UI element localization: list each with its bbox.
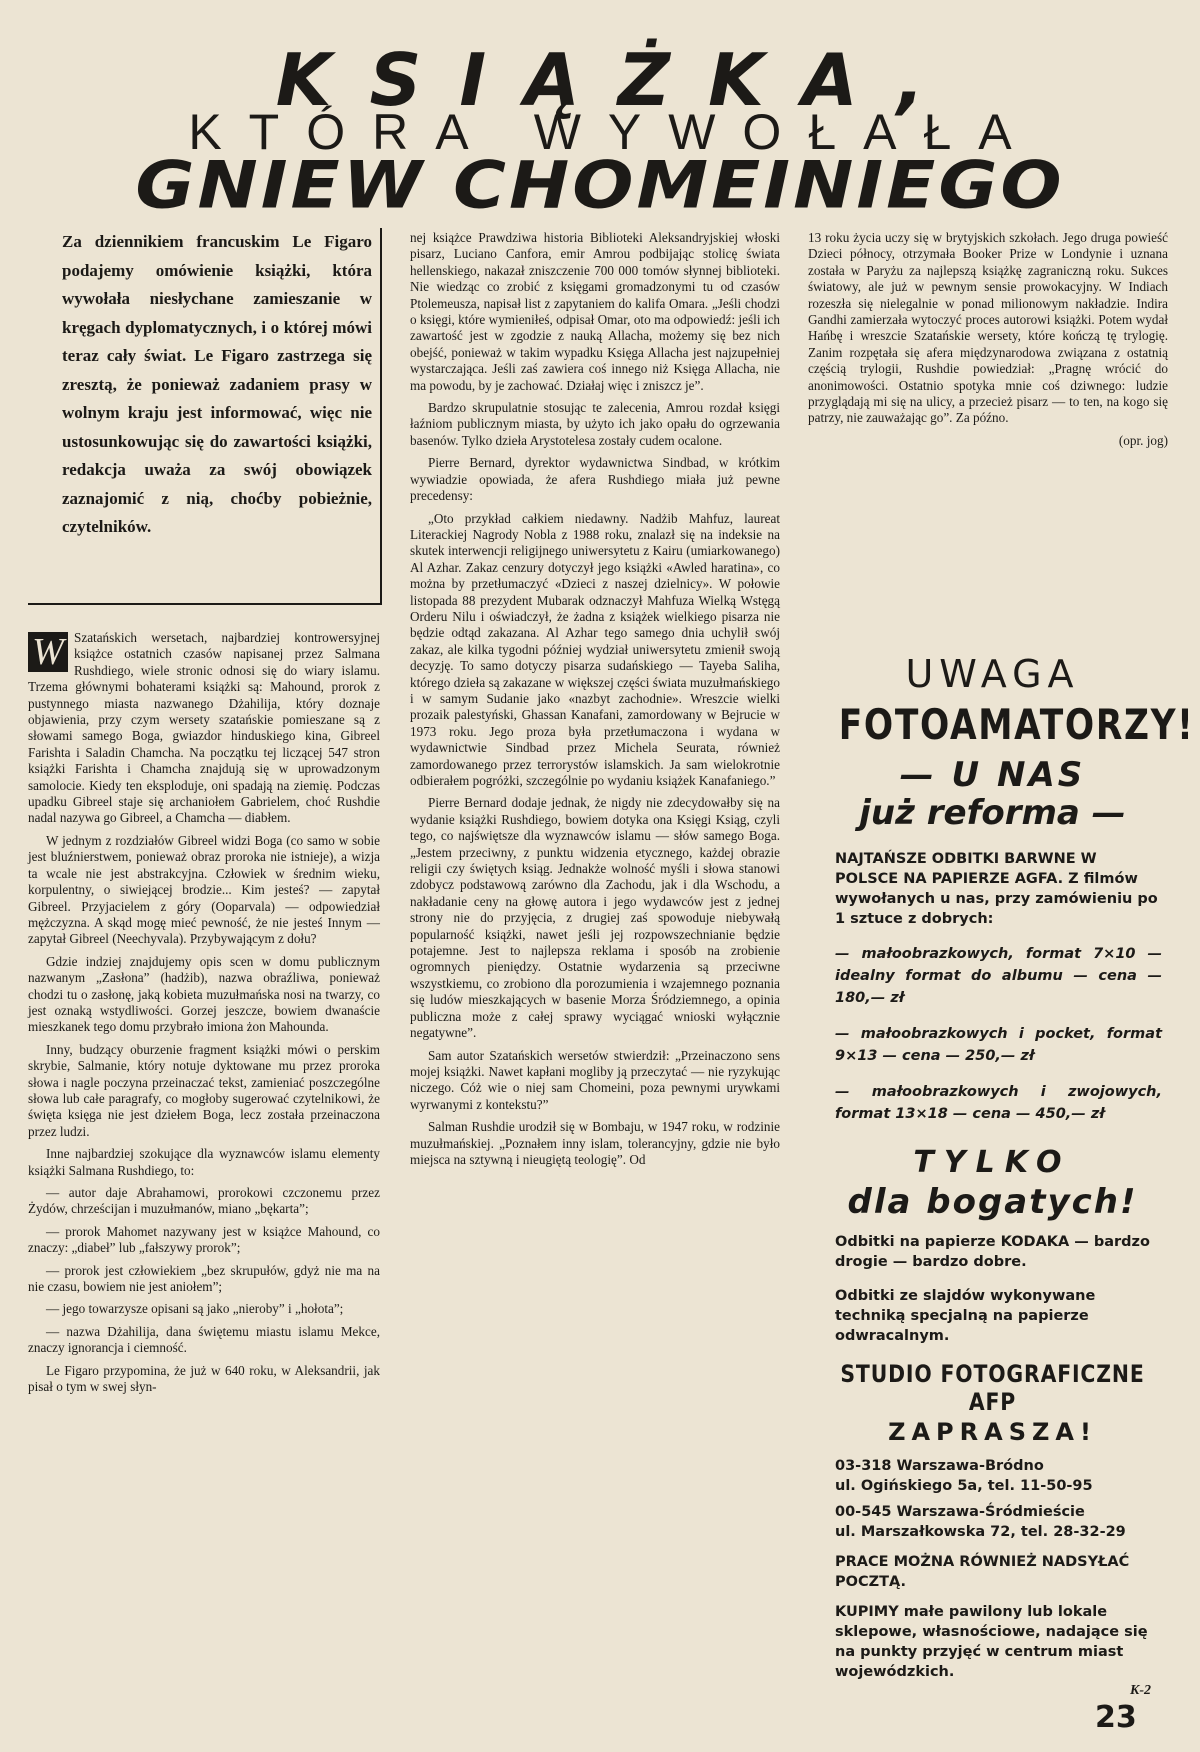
- ad-intro: NAJTAŃSZE ODBITKI BARWNE W POLSCE NA PAPIERZE AGFA. Z filmów wywołanych u nas, przy zamówieniu po 1 sztuce z dobrych:: [835, 851, 1158, 927]
- ad-price-item: — małoobrazkowych i zwojowych, format 13×18 — cena — 450,— zł: [835, 1084, 1162, 1122]
- drop-cap: W: [28, 632, 68, 672]
- column-1-paragraph: W jednym z rozdziałów Gibreel widzi Boga (co samo w sobie jest bluźnierstwem, ponieważ obraz proroka nie istnieje), a wizja ta wcale nie jest abstrakcyjna. Człowiek w średnim wieku, korpulentny, o siwiejącej brodzie... Kim jesteś? — zapytał Gibreel. Przyjacielem z góry (Ooparvala) — odpowiedział mężczyzna. A skąd mogę mieć pewność, że nie jesteś Innym — zapytał Gibreel (Neechyvala). Przybywającym z dołu?: [28, 832, 380, 947]
- column-1-paragraph: Inny, budzący oburzenie fragment książki mówi o perskim skrybie, Salmanie, który notuje dyktowane mu przez proroka słowa i nagle poczyna przeinaczać tekst, zamieniać poszczególne słowa lub całe paragrafy, co mogłoby sugerować czytelnikowi, że święta księga nie jest dziełem Boga, lecz została przeinaczona przez ludzi.: [28, 1041, 380, 1139]
- ad-kodak-text: Odbitki na papierze KODAKA — bardzo drogie — bardzo dobre.: [835, 1234, 1150, 1270]
- ad-title-tylko: TYLKO: [913, 1145, 1072, 1180]
- headline-line-3: GNIEW CHOMEINIEGO: [135, 147, 1065, 223]
- article-column-3: [808, 230, 1168, 449]
- column-1-paragraph: — nazwa Dżahilija, dana świętemu miastu islamu Mekce, znaczy ignorancja i ciemność.: [28, 1323, 380, 1356]
- column-2-paragraph: Salman Rushdie urodził się w Bombaju, w 1947 roku, w rodzinie muzułmańskiej. „Poznałem inny islam, tolerancyjny, gdzie nie było miejsca na sztywną i nieugiętą teologię”. Od: [410, 1119, 780, 1167]
- ad-title-uwaga: UWAGA: [905, 652, 1080, 696]
- column-1-paragraph: — prorok Mahomet nazywany jest w książce Mahound, co znaczy: „diabeł” lub „fałszywy prorok”;: [28, 1223, 380, 1256]
- headline-line-1: KSIĄŻKA,: [275, 38, 963, 122]
- ad-address-1-city: 03-318 Warszawa-Bródno: [835, 1458, 1044, 1474]
- column-2-paragraph: Bardzo skrupulatnie stosując te zalecenia, Amrou rozdał księgi łaźniom publicznym miasta, by użyto ich jako opału do ogrzewania basenów. Tylko dzieła Arystotelesa zostały cudem ocalone.: [410, 400, 780, 448]
- lead-divider-horizontal: [28, 603, 382, 605]
- column-1-paragraph: — jego towarzysze opisani są jako „nieroby” i „hołota”;: [46, 1301, 344, 1317]
- page-number: 23: [1095, 1700, 1137, 1735]
- column-1-paragraph: [28, 630, 380, 827]
- lead-paragraph: Za dziennikiem francuskim Le Figaro podajemy omówienie książki, która wywołała niesłychane zamieszanie w kręgach dyplomatycznych, i o której mówi teraz cały świat. Le Figaro zastrzega się zresztą, że ponieważ zadaniem prasy w wolnym kraju jest informować, więc nie ustosunkowując się do zawartości książki, redakcja uważa za swój obowiązek zaznajomić z nią, choćby pobieżnie, czytelników.: [62, 232, 372, 536]
- ad-address-2-street: ul. Marszałkowska 72, tel. 28-32-29: [835, 1524, 1126, 1540]
- column-2-paragraph: Sam autor Szatańskich wersetów stwierdził: „Przeinaczono sens mojej książki. Nawet kapłani mogliby ją przeczytać — nie ryzykując niczego. Cóż wie o niej sam Chomeini, poza pewnymi urywkami wyrwanymi z kontekstu?”: [410, 1047, 780, 1112]
- column-1-paragraph: Le Figaro przypomina, że już w 640 roku, w Aleksandrii, jak pisał o tym w swej słyn-: [28, 1362, 380, 1395]
- ad-mail-note: PRACE MOŻNA RÓWNIEŻ NADSYŁAĆ POCZTĄ.: [835, 1554, 1130, 1590]
- column-1-paragraph: Inne najbardziej szokujące dla wyznawców islamu elementy książki Salmana Rushdiego, to:: [28, 1146, 380, 1178]
- ad-title-u-nas: — U NAS: [899, 755, 1086, 795]
- article-column-1: [28, 630, 380, 1401]
- column-1-paragraph: — prorok jest człowiekiem „bez skrupułów, gdyż nie ma na nie czasu, bowiem nie jest aniołem”;: [28, 1262, 380, 1295]
- footer-code: K-2: [1130, 1683, 1151, 1698]
- photo-studio-advertisement: [805, 626, 1195, 1706]
- article-column-2: [410, 230, 780, 1174]
- column-2-paragraph: Pierre Bernard dodaje jednak, że nigdy nie zdecydowałby się na wydanie książki Rushdiego, bowiem dotyka ona Księgi Ksiąg, czyli tego, co najświętsze dla wyznawców islamu — słów samego Boga. „Jestem przeciwny, z punktu widzenia etycznego, każdej obrazie religii czy świętych ksiąg. Jednakże wolność myśli i słowa stanowi zdobycz podstawową zarówno dla Zachodu, jak i dla Wschodu, a nakładanie ceny na głowę autora i jego wydawców jest z jednej strony nie do przyjęcia, z drugiej zaś spowoduje niebywałą popularność książki, nawet jeśli jej rozpowszechnianie będzie potajemne. Jest to najlepsza reklama i sposób na zrobienie ogromnych pieniędzy. Ostatnie wydarzenia są przeciwne wszystkiemu, co zrobiono dla porozumienia i wzajemnego poznania się ludów mieszkających w basenie Morza Śródziemnego, a opinia publiczna może z całej sprawy wyciągać wnioski wyłącznie negatywne”.: [410, 795, 780, 1041]
- ad-slides-text: Odbitki ze slajdów wykonywane techniką specjalną na papierze odwracalnym.: [835, 1288, 1096, 1344]
- ad-studio-name: STUDIO FOTOGRAFICZNE AFP: [840, 1360, 1145, 1416]
- ad-zaprasza: ZAPRASZA!: [888, 1418, 1097, 1446]
- headline-line-2: KTÓRA WYWOŁAŁA: [188, 104, 1039, 160]
- column-1-paragraph: Gdzie indziej znajdujemy opis scen w domu publicznym nazwanym „Zasłona” (hadżib), nazwa obraźliwa, ponieważ chodzi tu o zasłonę, jaką kobieta muzułmańska nosi na twarzy, co jest oznaką wstydliwości. Gorzej jeszcze, bowiem dwanaście mieszkanek tego domu przybrało imiona żon Mahounda.: [28, 953, 380, 1035]
- column-2-paragraph: Pierre Bernard, dyrektor wydawnictwa Sindbad, w krótkim wywiadzie opowiada, że afera Rushdiego miała już pewne precedensy:: [410, 455, 780, 504]
- lead-divider-vertical: [380, 228, 382, 603]
- column-1-paragraph-text: Szatańskich wersetach, najbardziej kontrowersyjnej książce ostatnich czasów napisanej przez Salmana Rushdiego, wiele stronic odnosi się do wiary islamu. Trzema głównymi bohaterami książki są: Mahound, prorok z pustynnego miasta nazwanego Dżahilija, który doznaje objawienia, przy czym wersety szatańskie pomieszane są z słowami samego Boga, gwiazdor hinduskiego kina, Gibreel Farishta i Saladin Chamcha. Na początku tej liczącej 547 stron książki Farishta i Chamcha znajdują się w uprowadzonym samolocie. Kiedy ten eksploduje, oni spadają na ziemię. Podczas upadku Gibreel staje się archaniołem Gabrielem, choć Rushdie nadal nazywa go Gibreel, a Chamcha — diabłem.: [28, 630, 380, 826]
- ad-title-fotoamatorzy: FOTOAMATORZY!: [838, 700, 1195, 749]
- ad-title-dla-bogatych: dla bogatych!: [847, 1182, 1138, 1222]
- ad-price-item: — małoobrazkowych, format 7×10 — idealny format do albumu — cena — 180,— zł: [835, 946, 1162, 1006]
- column-1-paragraph: — autor daje Abrahamowi, prorokowi czczonemu przez Żydów, chrześcijan i muzułmanów, miano „bękarta”;: [28, 1185, 380, 1217]
- ad-title-reforma: już reforma —: [859, 793, 1126, 833]
- column-3-paragraph: 13 roku życia uczy się w brytyjskich szkołach. Jego druga powieść Dzieci północy, otrzymała Booker Prize w Londynie i uznana została w Paryżu za najlepszą książkę zagraniczną roku. Sukces światowy, ale już w pewnym sensie prowokacyjny. W Indiach rozeszła się nielegalnie w ponad milionowym nakładzie. Indira Gandhi zamierzała wytoczyć proces autorowi książki. Potem wydał Hańbę i wreszcie Szatańskie wersety, które kończą tę trylogię. Zanim rozpętała się afera międzynarodowa związana z ostatnią częścią trylogii, Rushdie powiedział: „Pragnę wrócić do anonimowości. Ostatnio spotyka mnie coś dziwnego: ludzie przyglądają mi się na ulicy, a przecież pisarz — to ten, na kogo się patrzy, nie zauważając go”. Za późno.: [808, 230, 1168, 426]
- ad-address-2-city: 00-545 Warszawa-Śródmieście: [835, 1504, 1085, 1520]
- ad-buy-note: KUPIMY małe pawilony lub lokale sklepowe, własnościowe, nadające się na punkty przyjęć w centrum miast wojewódzkich.: [835, 1604, 1148, 1680]
- article-credit: (opr. jog): [1118, 432, 1168, 448]
- ad-address-1-street: ul. Ogińskiego 5a, tel. 11-50-95: [835, 1478, 1093, 1494]
- column-2-paragraph: „Oto przykład całkiem niedawny. Nadżib Mahfuz, laureat Literackiej Nagrody Nobla z 1988 roku, znalazł się na indeksie na skutek interwencji religijnego uniwersytetu z Kairu (umiarkowanego) Al Azhar. Zakaz cenzury dotyczył jego książki «Awled haratina», co można by przetłumaczyć «Dzieci z naszej dzielnicy». W połowie listopada 88 prezydent Mubarak odznaczył Mahfuza Wielką Wstęgą Orderu Nilu i oświadczył, że żadna z książek wielkiego pisarza nie będzie odtąd zakazana. Al Azhar tego samego dnia uchylił swój zakaz, ale kilka tygodni później wydział uniwersytetu zmienił swoją decyzję. To samo dotyczy pisarza sudańskiego — Tayeba Saliha, którego dzieła są zakazane w większej części świata muzułmańskiego i w samym Sudanie jako «nazbyt zachodnie». Wreszcie wielki prozaik palestyński, Ghassan Kanafani, zamordowany w Bejrucie w 1973 roku. Jego proza była przetłumaczona i wydana w wydawnictwie Sindbad przez Michela Seurata, również zamordowanego przez terrorystów islamskich. Ja sam wielokrotnie odbierałem pogróżki, szczególnie po wydaniu książek Kanafaniego.”: [410, 510, 780, 788]
- ad-price-item: — małoobrazkowych i pocket, format 9×13 — cena — 250,— zł: [835, 1026, 1162, 1064]
- column-2-paragraph: nej książce Prawdziwa historia Biblioteki Aleksandryjskiej włoski pisarz, Luciano Canfora, emir Amrou podbijając stolicę świata hellenskiego, nakazał zniszczenie 700 000 tomów słynnej biblioteki. Nie wiedząc co zrobić z księgami gromadzonymi tu od czasów Ptolemeusza, napisał list z zapytaniem do kalifa Omara. „Jeśli chodzi o księgi, które wymieniłeś, odpisał Omar, oto ma odpowiedź: jeśli ich zawartość jest w zgodzie z nauką Allacha, możemy się bez nich obejść, ponieważ w takim wypadku Księga Allacha jest najzupełniej wystarczająca. Jeśli zaś zawiera coś innego niż Księga Allacha, nie ma powodu, by je zachować. Działaj więc i zniszcz je”.: [410, 230, 780, 393]
